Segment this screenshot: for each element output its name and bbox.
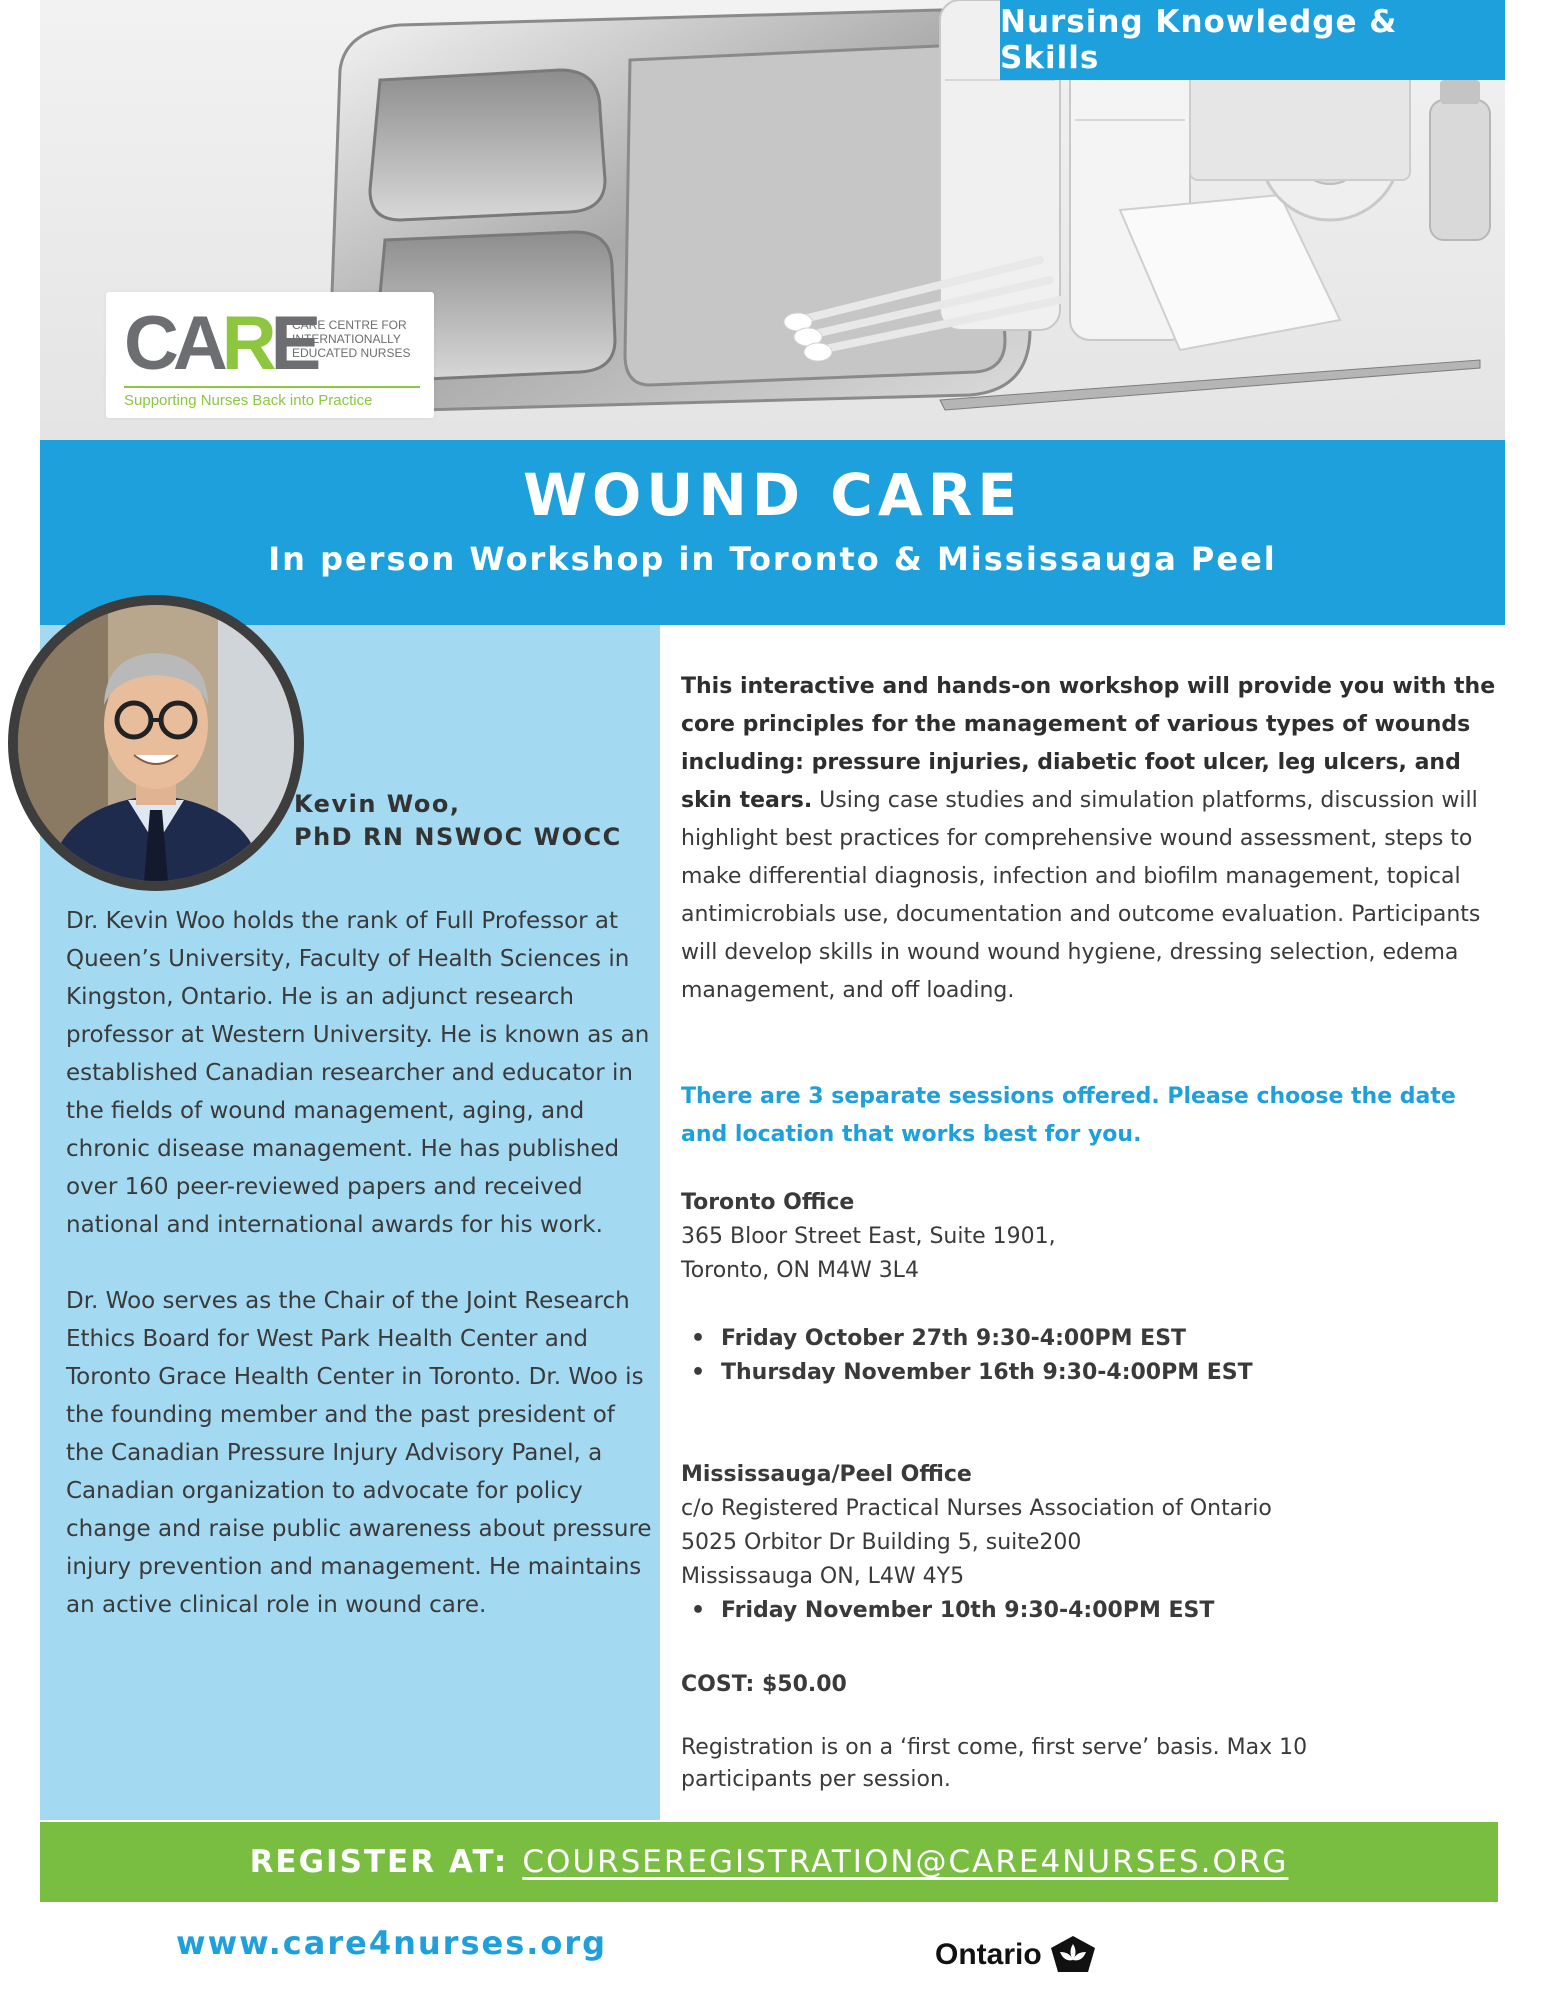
office-address: c/o Registered Practical Nurses Association of Ontario xyxy=(681,1496,1272,1521)
workshop-description-regular: Using case studies and simulation platforms, discussion will highlight best practices for comprehensive wound assessment, steps to make differential diagnosis, infection and biofilm management, topical antimicrobials use, documentation and outcome evaluation. Participants will develop skills in wound wound hygiene, dressing selection, edema management, and off loading. xyxy=(681,788,1481,1003)
toronto-office xyxy=(681,1186,1481,1288)
office-address: 5025 Orbitor Dr Building 5, suite200 xyxy=(681,1530,1082,1555)
care-logo-tagline: Supporting Nurses Back into Practice xyxy=(124,392,373,409)
office-address: 365 Bloor Street East, Suite 1901, xyxy=(681,1224,1056,1249)
ontario-wordmark: Ontario xyxy=(935,1938,1042,1971)
sessions-note: There are 3 separate sessions offered. Please choose the date and location that works best for you. xyxy=(681,1084,1456,1147)
presenter-avatar-icon xyxy=(18,605,294,881)
toronto-sessions xyxy=(721,1322,1481,1390)
ontario-logo xyxy=(935,1934,1098,1976)
workshop-description xyxy=(681,668,1511,1010)
page-subtitle: In person Workshop in Toronto & Mississauga Peel xyxy=(268,540,1277,578)
register-label: REGISTER AT: xyxy=(249,1844,509,1880)
care-logo-name: CARE CENTRE FOR INTERNATIONALLY EDUCATED NURSES xyxy=(292,318,411,360)
logo-divider xyxy=(124,386,420,388)
office-name: Mississauga/Peel Office xyxy=(681,1462,972,1487)
mississauga-office xyxy=(681,1458,1481,1594)
register-bar xyxy=(40,1822,1498,1902)
register-email-link[interactable]: COURSEREGISTRATION@CARE4NURSES.ORG xyxy=(522,1844,1289,1880)
office-address: Toronto, ON M4W 3L4 xyxy=(681,1258,919,1283)
category-badge: Nursing Knowledge & Skills xyxy=(1000,0,1505,80)
session-item: • Thursday November 16th 9:30-4:00PM EST xyxy=(721,1356,1481,1390)
presenter-credentials: PhD RN NSWOC WOCC xyxy=(294,823,622,851)
presenter-name: Kevin Woo, xyxy=(294,790,461,818)
presenter-photo xyxy=(8,595,304,891)
registration-note: Registration is on a ‘first come, first serve’ basis. Max 10 participants per session. xyxy=(681,1735,1308,1792)
presenter-bio xyxy=(66,902,656,1624)
care-logo xyxy=(106,292,434,418)
care-logo-mark: CARE xyxy=(124,301,316,386)
workshop-description-bold: This interactive and hands-on workshop will provide you with the core principles for the management of various types of wounds including: pressure injuries, diabetic foot ulcer, leg ulcers, and skin tears. xyxy=(681,674,1496,813)
office-name: Toronto Office xyxy=(681,1190,855,1215)
website-link[interactable]: www.care4nurses.org xyxy=(176,1924,608,1962)
session-item: • Friday October 27th 9:30-4:00PM EST xyxy=(721,1322,1481,1356)
title-banner xyxy=(40,440,1505,625)
mississauga-sessions xyxy=(721,1594,1481,1628)
office-address: Mississauga ON, L4W 4Y5 xyxy=(681,1564,965,1589)
workshop-details xyxy=(681,668,1511,1792)
workshop-cost: COST: $50.00 xyxy=(681,1672,847,1697)
session-item: • Friday November 10th 9:30-4:00PM EST xyxy=(721,1594,1481,1628)
page-title: WOUND CARE xyxy=(523,461,1022,529)
trillium-icon xyxy=(1048,1934,1098,1976)
bio-paragraph: Dr. Kevin Woo holds the rank of Full Professor at Queen’s University, Faculty of Health Sciences in Kingston, Ontario. He is an adjunct research professor at Western University. He is known as an established Canadian researcher and educator in the fields of wound management, aging, and chronic disease management. He has published over 160 peer-reviewed papers and received national and international awards for his work. xyxy=(66,908,650,1238)
bio-paragraph: Dr. Woo serves as the Chair of the Joint Research Ethics Board for West Park Health Center and Toronto Grace Health Center in Toronto. Dr. Woo is the founding member and the past president of the Canadian Pressure Injury Advisory Panel, a Canadian organization to advocate for policy change and raise public awareness about pressure injury prevention and management. He maintains an active clinical role in wound care. xyxy=(66,1288,652,1618)
